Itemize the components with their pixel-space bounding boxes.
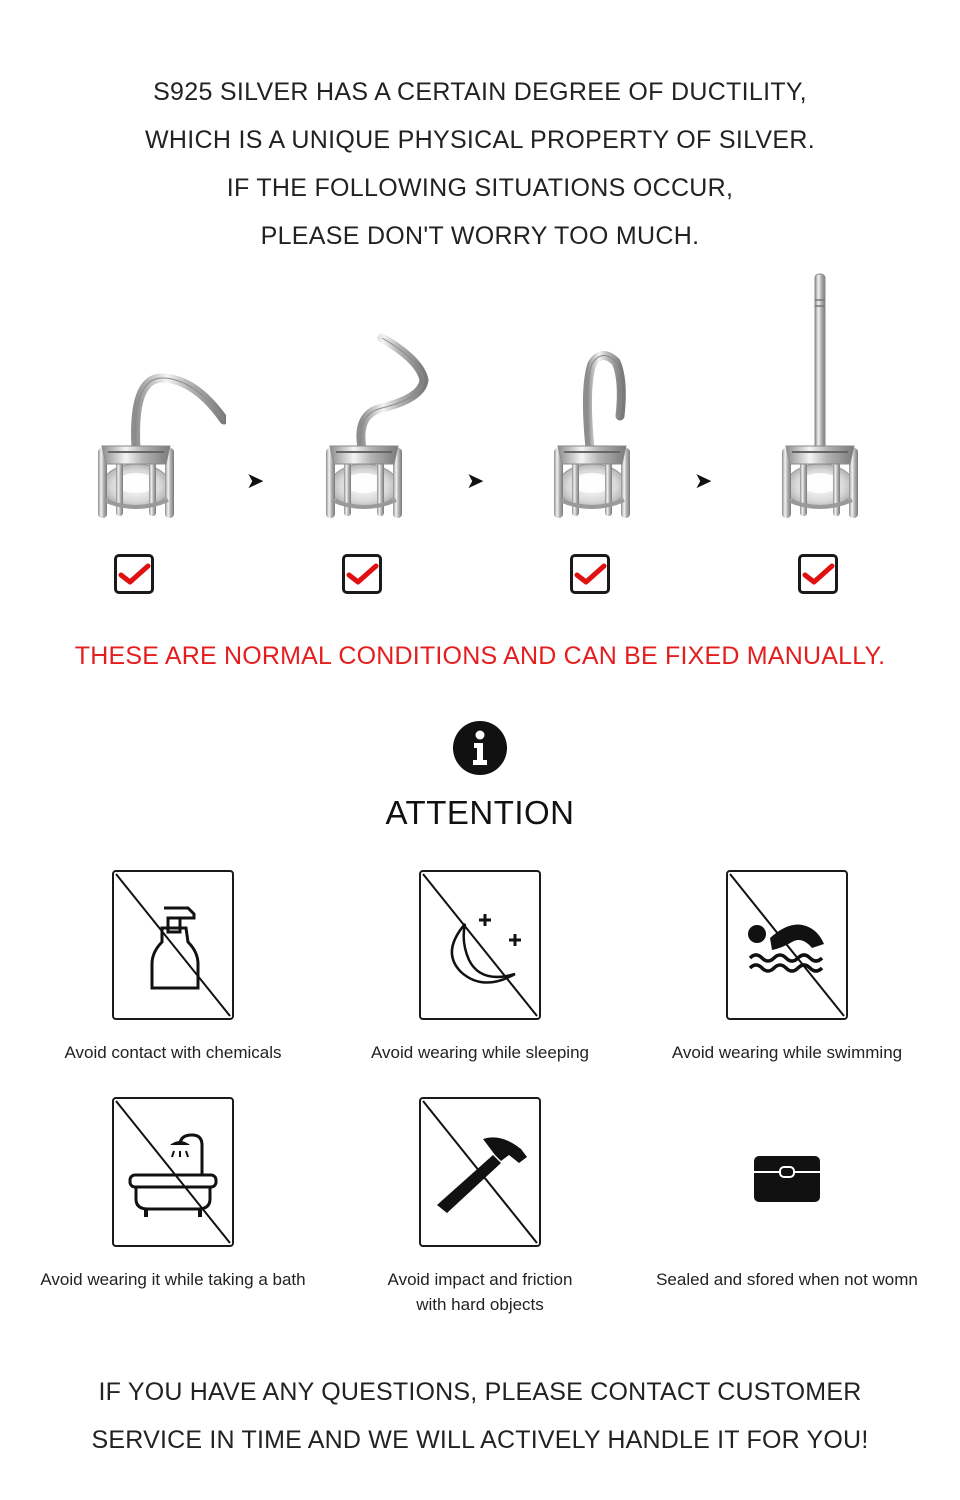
check-mark-icon [573, 557, 607, 591]
checkbox-stage-2 [342, 554, 382, 594]
normal-conditions-note: THESE ARE NORMAL CONDITIONS AND CAN BE FIXED MANUALLY. [74, 642, 886, 670]
bathtub-icon [114, 1099, 232, 1245]
checkbox-stage-1 [114, 554, 154, 594]
warning-chemicals [23, 870, 323, 1065]
warning-caption: Avoid contact with chemicals [64, 1043, 282, 1062]
warning-swimming [637, 870, 937, 1065]
intro-line-1: S925 SILVER HAS A CERTAIN DEGREE OF DUCTILITY, [153, 78, 807, 106]
warning-box [419, 1097, 541, 1247]
swimmer-icon [728, 872, 846, 1018]
storage-recommendation [637, 1097, 937, 1292]
warning-box [112, 870, 234, 1020]
spray-bottle-icon [114, 872, 232, 1018]
storage-icon-area [726, 1097, 848, 1247]
intro-line-4: PLEASE DON'T WORRY TOO MUCH. [260, 222, 700, 250]
checkbox-stage-3 [570, 554, 610, 594]
intro-text [0, 68, 960, 260]
contact-line-1: IF YOU HAVE ANY QUESTIONS, PLEASE CONTACT CUSTOMER [98, 1378, 862, 1406]
contact-line-2: SERVICE IN TIME AND WE WILL ACTIVELY HANDLE IT FOR YOU! [91, 1426, 869, 1454]
warning-caption [330, 1267, 630, 1317]
warning-bath [23, 1097, 323, 1292]
attention-title: ATTENTION [385, 794, 575, 831]
arrow-icon: ➤ [246, 468, 265, 493]
stage-zigzag [274, 268, 454, 608]
earring-zigzag-image [274, 268, 454, 538]
hammer-icon [421, 1099, 539, 1245]
warning-caption-line-1: Avoid impact and friction [387, 1270, 573, 1289]
warning-caption: Sealed and sfored when not womn [656, 1270, 918, 1289]
contact-note [0, 1368, 960, 1464]
earring-straight-image [730, 268, 910, 538]
storage-box-icon [752, 1152, 822, 1206]
checkbox-stage-4 [798, 554, 838, 594]
arrow-icon: ➤ [694, 468, 713, 493]
info-icon [452, 720, 508, 776]
earring-post-stages [0, 268, 960, 608]
arrow-icon: ➤ [466, 468, 485, 493]
warning-caption: Avoid wearing while sleeping [371, 1043, 589, 1062]
warning-box [419, 870, 541, 1020]
warning-impact [330, 1097, 630, 1317]
intro-line-2: WHICH IS A UNIQUE PHYSICAL PROPERTY OF SILVER. [145, 126, 815, 154]
warning-sleeping [330, 870, 630, 1065]
earring-hooked-image [502, 268, 682, 538]
warning-box [112, 1097, 234, 1247]
stage-hooked [502, 268, 682, 608]
check-mark-icon [345, 557, 379, 591]
intro-line-3: IF THE FOLLOWING SITUATIONS OCCUR, [226, 174, 734, 202]
warning-box [726, 870, 848, 1020]
check-mark-icon [801, 557, 835, 591]
stage-straight [730, 268, 910, 608]
stage-bent-right [46, 268, 226, 608]
check-mark-icon [117, 557, 151, 591]
warning-caption-line-2: with hard objects [416, 1295, 544, 1314]
earring-bent-right-image [46, 268, 226, 538]
moon-icon [421, 872, 539, 1018]
warning-caption: Avoid wearing it while taking a bath [40, 1270, 306, 1289]
warning-caption: Avoid wearing while swimming [671, 1043, 903, 1062]
